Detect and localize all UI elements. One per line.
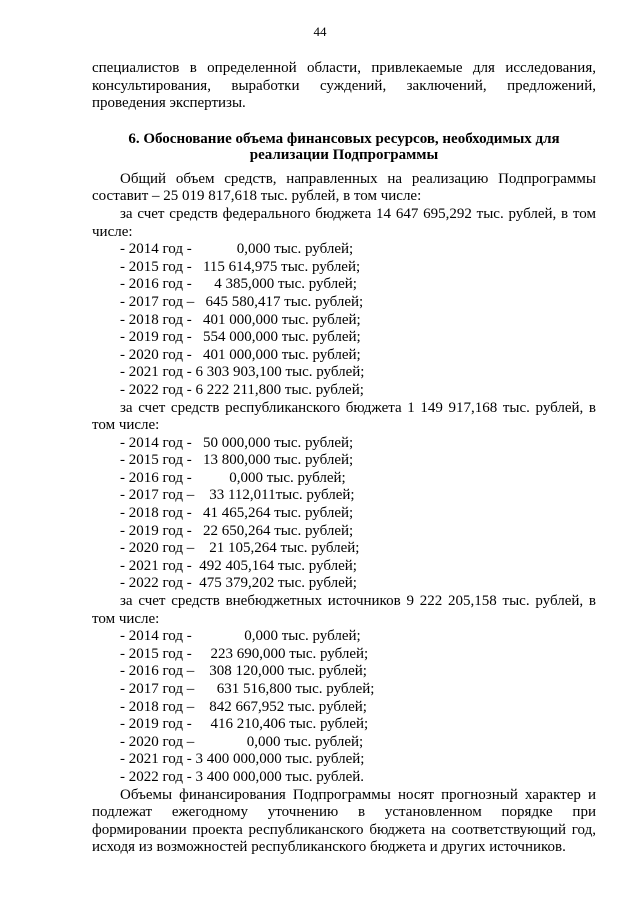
republican-intro: за счет средств республиканского бюджета 1 149 917,168 тыс. рублей, в том числе:: [92, 399, 596, 434]
list-item: - 2019 год - 22 650,264 тыс. рублей;: [120, 522, 354, 539]
list-item: - 2014 год - 50 000,000 тыс. рублей;: [120, 434, 354, 451]
list-item: - 2016 год - 0,000 тыс. рублей;: [120, 469, 346, 486]
list-item: - 2015 год - 115 614,975 тыс. рублей;: [120, 258, 361, 275]
list-item: - 2019 год - 416 210,406 тыс. рублей;: [120, 716, 369, 733]
closing-paragraph: Объемы финансирования Подпрограммы носят прогнозный характер и подлежат ежегодному уточнению в установленном порядке при формировании проекта республиканского бюджета на соответствующий год, исходя из возможностей республиканского бюджета и других источников.: [92, 786, 596, 856]
list-item: - 2020 год – 21 105,264 тыс. рублей;: [120, 540, 360, 557]
list-item: - 2022 год - 3 400 000,000 тыс. рублей.: [120, 768, 365, 785]
list-item: - 2017 год – 645 580,417 тыс. рублей;: [120, 293, 364, 310]
list-item: - 2018 год – 842 667,952 тыс. рублей;: [120, 698, 367, 715]
list-item: - 2021 год - 6 303 903,100 тыс. рублей;: [120, 364, 365, 381]
list-item: - 2017 год – 631 516,800 тыс. рублей;: [120, 681, 375, 697]
list-item: - 2018 год - 401 000,000 тыс. рублей;: [120, 311, 361, 328]
list-item: - 2015 год - 13 800,000 тыс. рублей;: [120, 452, 354, 469]
list-item: - 2020 год - 401 000,000 тыс. рублей;: [120, 346, 361, 363]
list-item: - 2019 год - 554 000,000 тыс. рублей;: [120, 329, 361, 346]
extrabudgetary-year-list: [92, 628, 596, 786]
list-item: - 2017 год – 33 112,011тыс. рублей;: [120, 487, 355, 504]
list-item: - 2020 год – 0,000 тыс. рублей;: [120, 733, 364, 750]
document-body: [92, 60, 596, 857]
page-number: 44: [313, 24, 327, 39]
list-item: - 2021 год - 492 405,164 тыс. рублей;: [120, 557, 357, 574]
list-item: - 2018 год - 41 465,264 тыс. рублей;: [120, 505, 354, 522]
list-item: - 2022 год - 475 379,202 тыс. рублей;: [120, 575, 357, 592]
list-item: - 2016 год – 308 120,000 тыс. рублей;: [120, 663, 367, 680]
intro-paragraph: специалистов в определенной области, привлекаемые для исследования, консультирования, выработки суждений, заключений, предложений, проведения экспертизы.: [92, 60, 596, 112]
section-heading: 6. Обоснование объема финансовых ресурсов, необходимых для реализации Подпрограммы: [128, 130, 560, 163]
extrabudgetary-intro: за счет средств внебюджетных источников 9 222 205,158 тыс. рублей, в том числе:: [92, 593, 596, 627]
total-paragraph: Общий объем средств, направленных на реализацию Подпрограммы составит – 25 019 817,618 тыс. рублей, в том числе:: [92, 170, 596, 205]
federal-year-list: [92, 241, 596, 399]
republican-year-list: [92, 435, 596, 593]
list-item: - 2021 год - 3 400 000,000 тыс. рублей;: [120, 751, 365, 768]
federal-intro: за счет средств федерального бюджета 14 647 695,292 тыс. рублей, в том числе:: [92, 205, 596, 240]
list-item: - 2015 год - 223 690,000 тыс. рублей;: [120, 645, 369, 662]
list-item: - 2016 год - 4 385,000 тыс. рублей;: [120, 276, 357, 293]
list-item: - 2022 год - 6 222 211,800 тыс. рублей;: [120, 381, 364, 398]
list-item: - 2014 год - 0,000 тыс. рублей;: [120, 628, 361, 645]
list-item: - 2014 год - 0,000 тыс. рублей;: [120, 241, 354, 258]
